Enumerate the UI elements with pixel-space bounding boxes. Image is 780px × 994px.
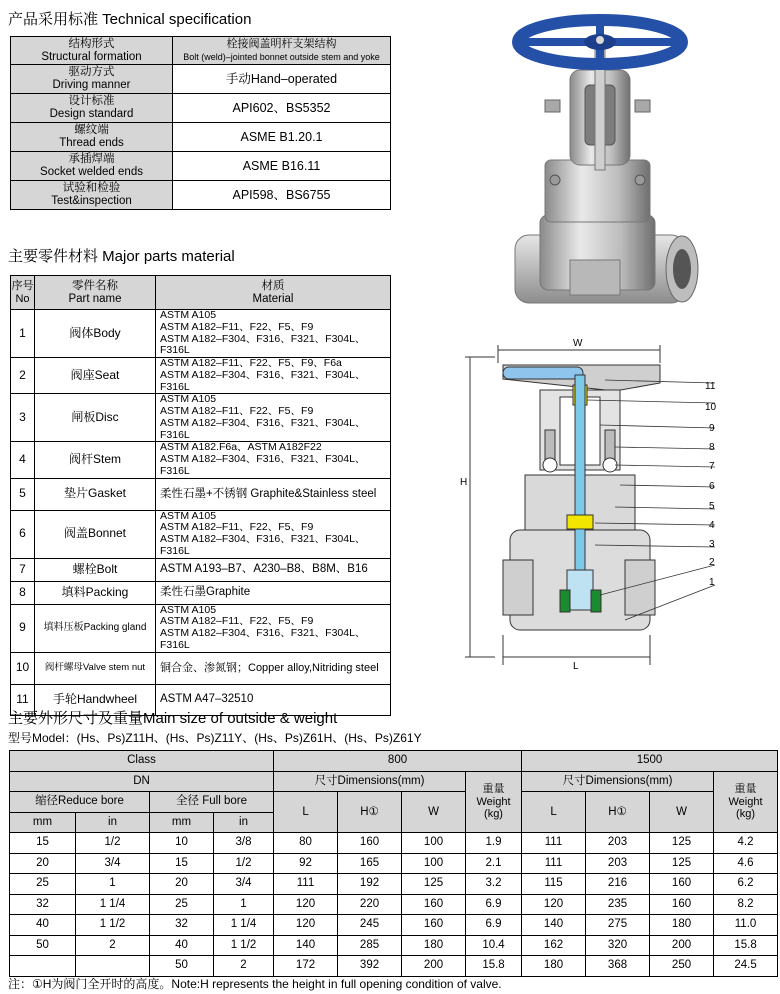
callout-label: 9 <box>709 423 715 434</box>
cell: 25 <box>150 894 214 915</box>
part-material: 柔性石墨Graphite <box>156 581 391 604</box>
tech-spec-value: ASME B16.11 <box>173 152 391 181</box>
cell: 20 <box>150 874 214 895</box>
cell: 216 <box>586 874 650 895</box>
reduce-mm-header: mm <box>10 812 76 833</box>
tech-spec-value: API598、BS6755 <box>173 181 391 210</box>
cell: 192 <box>338 874 402 895</box>
cell: 6.9 <box>466 894 522 915</box>
cell: 1 <box>76 874 150 895</box>
part-name: 闸板Disc <box>35 394 156 442</box>
cell <box>76 956 150 977</box>
cell: 15 <box>150 853 214 874</box>
part-material: ASTM A47–32510 <box>156 684 391 715</box>
parts-row <box>11 310 391 358</box>
part-name: 垫片Gasket <box>35 478 156 510</box>
cell: 11.0 <box>714 915 778 936</box>
part-no: 7 <box>11 558 35 581</box>
sizes-heading: 主要外形尺寸及重量Main size of outside & weight <box>8 710 338 727</box>
part-name: 螺栓Bolt <box>35 558 156 581</box>
parts-row <box>11 581 391 604</box>
full-bore-header: 全径 Full bore <box>150 792 274 813</box>
callout-label: 3 <box>709 539 715 550</box>
cell: 10.4 <box>466 935 522 956</box>
dim-l-label: L <box>573 661 579 672</box>
tech-spec-label: 结构形式 Structural formation <box>11 37 173 65</box>
parts-row <box>11 358 391 394</box>
callout-label: 1 <box>709 577 715 588</box>
cell: 15 <box>10 833 76 854</box>
part-name: 填料压板Packing gland <box>35 604 156 652</box>
cell: 92 <box>274 853 338 874</box>
cell: 235 <box>586 894 650 915</box>
part-material: ASTM A105 ASTM A182–F11、F22、F5、F9 ASTM A182–F304、F316、F321、F304L、F316L <box>156 394 391 442</box>
sizes-row <box>10 833 778 854</box>
cell: 8.2 <box>714 894 778 915</box>
cell: 1 1/2 <box>214 935 274 956</box>
cell: 140 <box>522 915 586 936</box>
dim-w-label: W <box>573 338 583 349</box>
sizes-row <box>10 935 778 956</box>
tech-spec-row <box>11 123 391 152</box>
full-mm-header: mm <box>150 812 214 833</box>
callout-label: 11 <box>705 381 716 392</box>
cell: 2.1 <box>466 853 522 874</box>
cell: 120 <box>274 894 338 915</box>
sizes-row <box>10 915 778 936</box>
dim-h-label: H <box>460 477 468 488</box>
cell: 1/2 <box>76 833 150 854</box>
part-no: 11 <box>11 684 35 715</box>
gate-valve-section-drawing <box>455 335 775 675</box>
callout-label: 8 <box>709 442 715 453</box>
cell: 1/2 <box>214 853 274 874</box>
tech-spec-table <box>10 36 391 210</box>
part-material: ASTM A182.F6a、ASTM A182F22 ASTM A182–F304、F316、F321、F304L、F316L <box>156 442 391 478</box>
cell: 203 <box>586 853 650 874</box>
cell: 275 <box>586 915 650 936</box>
reduce-bore-header: 缩径Reduce bore <box>10 792 150 813</box>
cell: 3/8 <box>214 833 274 854</box>
weight-800-header: 重量 Weight (kg) <box>466 771 522 833</box>
parts-row <box>11 558 391 581</box>
cell: 1 1/4 <box>214 915 274 936</box>
l-800-header: L <box>274 792 338 833</box>
cell: 245 <box>338 915 402 936</box>
part-no: 9 <box>11 604 35 652</box>
cell: 285 <box>338 935 402 956</box>
cell: 160 <box>650 894 714 915</box>
dn-header: DN <box>10 771 274 792</box>
cell: 120 <box>274 915 338 936</box>
parts-row <box>11 652 391 684</box>
cell: 6.9 <box>466 915 522 936</box>
w-800-header: W <box>402 792 466 833</box>
cell: 320 <box>586 935 650 956</box>
cell: 100 <box>402 833 466 854</box>
dimensions-1500-header: 尺寸Dimensions(mm) <box>522 771 714 792</box>
l-1500-header: L <box>522 792 586 833</box>
cell: 160 <box>650 874 714 895</box>
cell: 10 <box>150 833 214 854</box>
tech-spec-row <box>11 65 391 94</box>
part-no: 1 <box>11 310 35 358</box>
sizes-header-row <box>10 792 778 813</box>
tech-spec-row <box>11 181 391 210</box>
cell: 32 <box>10 894 76 915</box>
class-1500-header: 1500 <box>522 751 778 772</box>
parts-row <box>11 478 391 510</box>
class-header: Class <box>10 751 274 772</box>
h-1500-header: H① <box>586 792 650 833</box>
tech-spec-header <box>11 37 391 65</box>
cell <box>10 956 76 977</box>
h-800-header: H① <box>338 792 402 833</box>
cell: 125 <box>650 853 714 874</box>
parts-heading: 主要零件材料 Major parts material <box>8 248 235 265</box>
part-name: 填料Packing <box>35 581 156 604</box>
callout-label: 5 <box>709 501 715 512</box>
cell: 20 <box>10 853 76 874</box>
cell: 115 <box>522 874 586 895</box>
cell: 6.2 <box>714 874 778 895</box>
callout-label: 7 <box>709 461 715 472</box>
cell: 140 <box>274 935 338 956</box>
tech-spec-value: ASME B1.20.1 <box>173 123 391 152</box>
cell: 1 1/2 <box>76 915 150 936</box>
tech-spec-row <box>11 152 391 181</box>
parts-row <box>11 394 391 442</box>
part-name: 阀杆螺母Valve stem nut <box>35 652 156 684</box>
parts-row <box>11 442 391 478</box>
cell: 180 <box>650 915 714 936</box>
tech-spec-value: 栓接阀盖明杆支架结构 Bolt (weld)–jointed bonnet outside stem and yoke <box>173 37 391 65</box>
sizes-row <box>10 894 778 915</box>
weight-1500-header: 重量 Weight (kg) <box>714 771 778 833</box>
gate-valve-photo <box>420 10 770 310</box>
part-name: 手轮Handwheel <box>35 684 156 715</box>
cell: 4.2 <box>714 833 778 854</box>
part-material: 铜合金、渗氮钢；Copper alloy,Nitriding steel <box>156 652 391 684</box>
part-no: 3 <box>11 394 35 442</box>
w-1500-header: W <box>650 792 714 833</box>
part-material: ASTM A182–F11、F22、F5、F9、F6a ASTM A182–F304、F316、F321、F304L、F316L <box>156 358 391 394</box>
part-material: ASTM A193–B7、A230–B8、B8M、B16 <box>156 558 391 581</box>
parts-header-material: 材质 Material <box>156 276 391 310</box>
cell: 50 <box>10 935 76 956</box>
class-800-header: 800 <box>274 751 522 772</box>
parts-row <box>11 604 391 652</box>
cell: 200 <box>402 956 466 977</box>
parts-header <box>11 276 391 310</box>
callout-label: 4 <box>709 520 715 531</box>
cell: 160 <box>338 833 402 854</box>
cell: 203 <box>586 833 650 854</box>
sizes-header-row <box>10 751 778 772</box>
cell: 162 <box>522 935 586 956</box>
cell: 160 <box>402 894 466 915</box>
part-no: 5 <box>11 478 35 510</box>
part-name: 阀体Body <box>35 310 156 358</box>
parts-table <box>10 275 391 716</box>
cell: 25 <box>10 874 76 895</box>
cell: 40 <box>10 915 76 936</box>
sizes-row <box>10 956 778 977</box>
tech-spec-row <box>11 94 391 123</box>
cell: 40 <box>150 935 214 956</box>
reduce-in-header: in <box>76 812 150 833</box>
cell: 125 <box>650 833 714 854</box>
part-name: 阀座Seat <box>35 358 156 394</box>
callout-label: 2 <box>709 557 715 568</box>
cell: 24.5 <box>714 956 778 977</box>
cell: 1 <box>214 894 274 915</box>
cell: 392 <box>338 956 402 977</box>
tech-spec-heading: 产品采用标准 Technical specification <box>8 11 252 28</box>
part-no: 4 <box>11 442 35 478</box>
cell: 4.6 <box>714 853 778 874</box>
footnote: 注：①H为阀门全开时的高度。Note:H represents the height in full opening condition of valve. <box>8 977 502 991</box>
cell: 180 <box>522 956 586 977</box>
parts-header-name: 零件名称 Part name <box>35 276 156 310</box>
cell: 32 <box>150 915 214 936</box>
cell: 2 <box>76 935 150 956</box>
cell: 15.8 <box>714 935 778 956</box>
cell: 172 <box>274 956 338 977</box>
part-no: 2 <box>11 358 35 394</box>
cell: 1 1/4 <box>76 894 150 915</box>
tech-spec-label: 驱动方式 Driving manner <box>11 65 173 94</box>
tech-spec-label: 试验和检验 Test&inspection <box>11 181 173 210</box>
part-no: 10 <box>11 652 35 684</box>
cell: 1.9 <box>466 833 522 854</box>
part-no: 6 <box>11 510 35 558</box>
parts-header-no: 序号 No <box>11 276 35 310</box>
cell: 220 <box>338 894 402 915</box>
tech-spec-label: 螺纹端 Thread ends <box>11 123 173 152</box>
cell: 100 <box>402 853 466 874</box>
tech-spec-label: 承插焊端 Socket welded ends <box>11 152 173 181</box>
cell: 160 <box>402 915 466 936</box>
cell: 111 <box>274 874 338 895</box>
parts-row <box>11 510 391 558</box>
cell: 111 <box>522 853 586 874</box>
cell: 120 <box>522 894 586 915</box>
cell: 111 <box>522 833 586 854</box>
tech-spec-value: API602、BS5352 <box>173 94 391 123</box>
cell: 3/4 <box>76 853 150 874</box>
tech-spec-label: 设计标准 Design standard <box>11 94 173 123</box>
callout-label: 6 <box>709 481 715 492</box>
part-name: 阀盖Bonnet <box>35 510 156 558</box>
cell: 3/4 <box>214 874 274 895</box>
cell: 125 <box>402 874 466 895</box>
tech-spec-value: 手动Hand–operated <box>173 65 391 94</box>
part-name: 阀杆Stem <box>35 442 156 478</box>
dimensions-800-header: 尺寸Dimensions(mm) <box>274 771 466 792</box>
cell: 368 <box>586 956 650 977</box>
callout-label: 10 <box>705 402 717 413</box>
cell: 250 <box>650 956 714 977</box>
cell: 165 <box>338 853 402 874</box>
full-in-header: in <box>214 812 274 833</box>
cell: 180 <box>402 935 466 956</box>
cell: 50 <box>150 956 214 977</box>
cell: 2 <box>214 956 274 977</box>
cell: 3.2 <box>466 874 522 895</box>
cell: 15.8 <box>466 956 522 977</box>
part-material: ASTM A105 ASTM A182–F11、F22、F5、F9 ASTM A182–F304、F316、F321、F304L、F316L <box>156 604 391 652</box>
part-no: 8 <box>11 581 35 604</box>
cell: 200 <box>650 935 714 956</box>
part-material: ASTM A105 ASTM A182–F11、F22、F5、F9 ASTM A182–F304、F316、F321、F304L、F316L <box>156 310 391 358</box>
sizes-model: 型号Model：(Hs、Ps)Z11H、(Hs、Ps)Z11Y、(Hs、Ps)Z61H、(Hs、Ps)Z61Y <box>8 731 422 745</box>
sizes-header-row <box>10 771 778 792</box>
sizes-table <box>9 750 778 977</box>
sizes-row <box>10 874 778 895</box>
part-material: 柔性石墨+不锈钢 Graphite&Stainless steel <box>156 478 391 510</box>
sizes-row <box>10 853 778 874</box>
cell: 80 <box>274 833 338 854</box>
part-material: ASTM A105 ASTM A182–F11、F22、F5、F9 ASTM A182–F304、F316、F321、F304L、F316L <box>156 510 391 558</box>
